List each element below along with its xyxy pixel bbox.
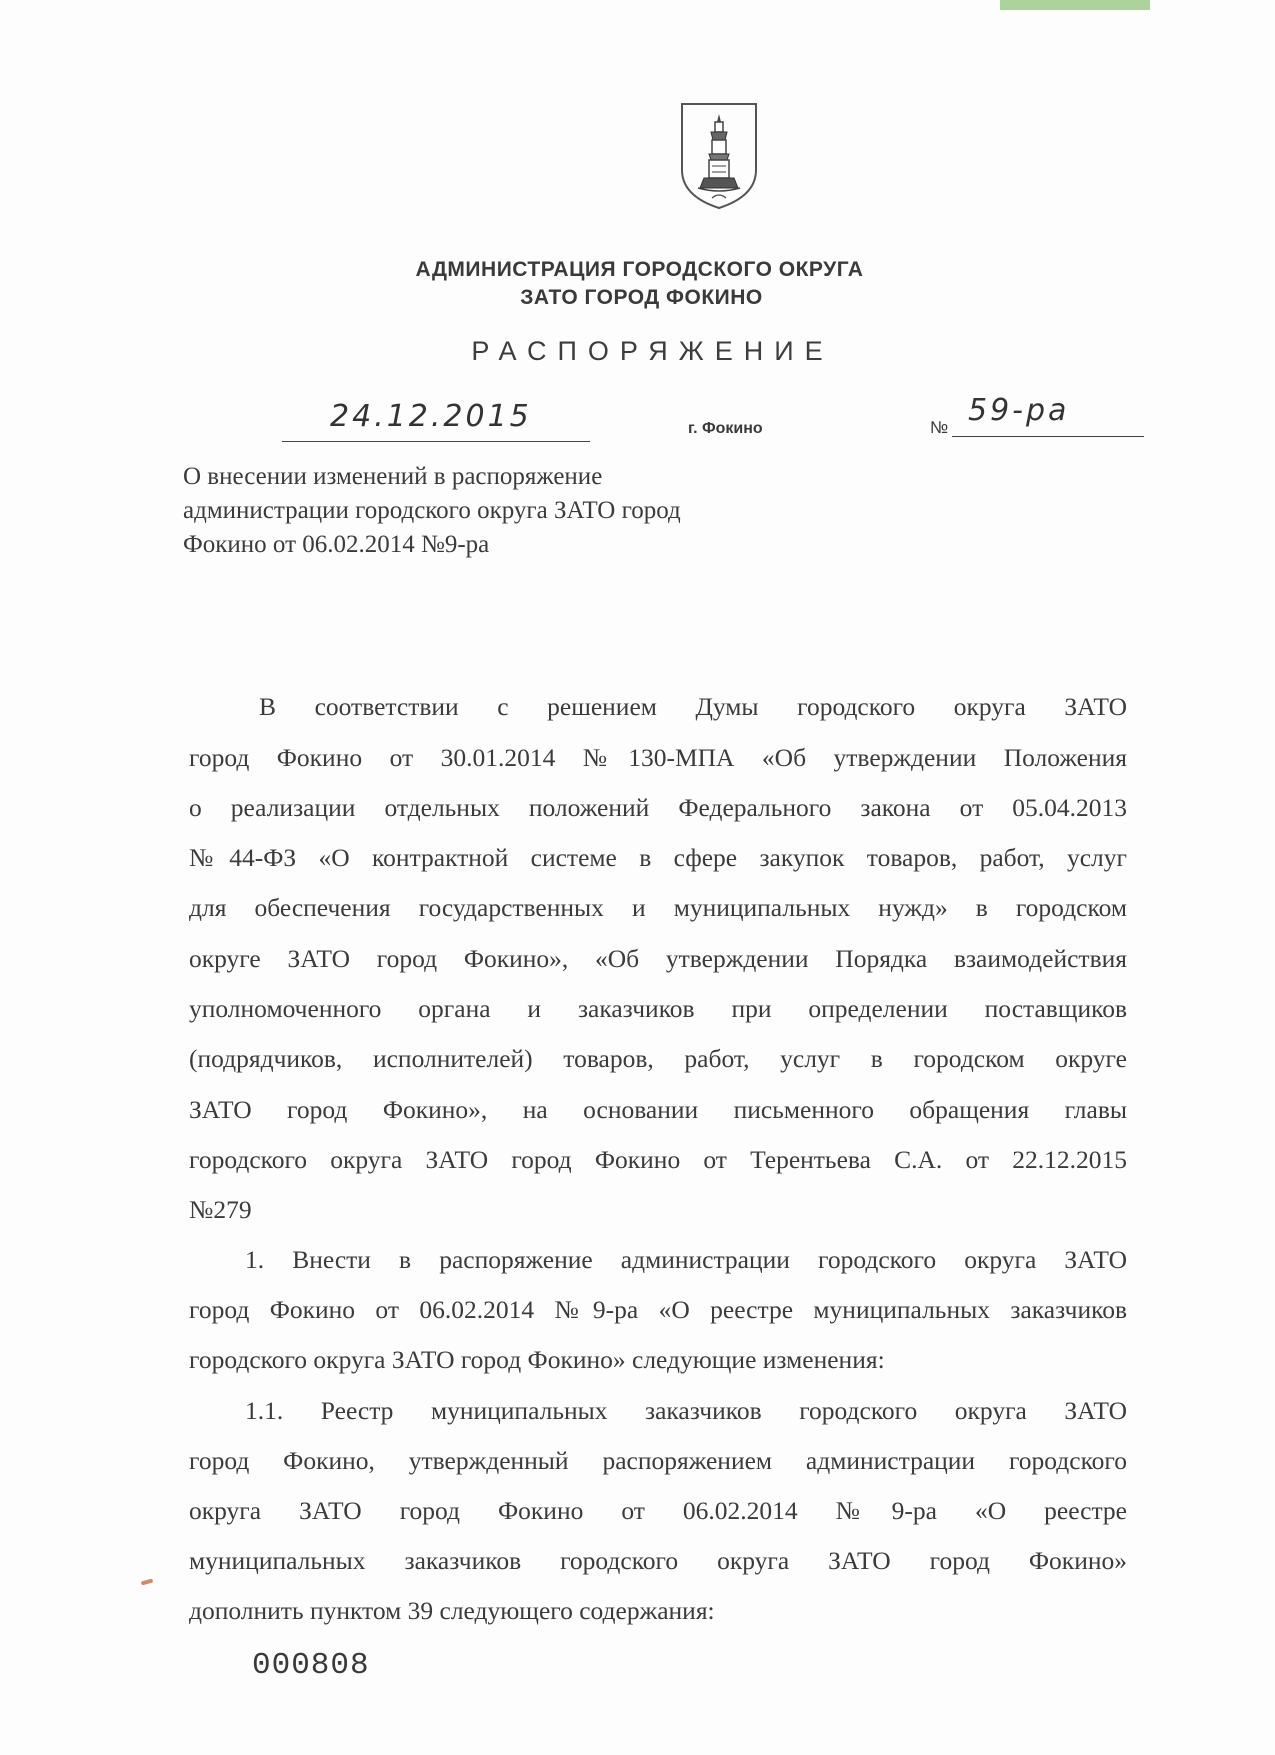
- document-type-title: РАСПОРЯЖЕНИЕ: [471, 336, 834, 366]
- body-line: город Фокино от 30.01.2014 №130-МПА «Об утверждении Положения: [189, 743, 1127, 772]
- body-line: муниципальных заказчиков городского округа ЗАТО город Фокино»: [189, 1546, 1127, 1575]
- document-subject: [183, 460, 803, 562]
- subject-line: О внесении изменений в распоряжение: [183, 463, 603, 490]
- body-line: для обеспечения государственных и муниципальных нужд» в городском: [189, 893, 1127, 922]
- body-line: дополнить пунктом 39 следующего содержания:: [189, 1596, 715, 1625]
- number-label: №: [930, 418, 949, 437]
- body-line: ЗАТО город Фокино», на основании письменного обращения главы: [189, 1095, 1127, 1124]
- subject-line: Фокино от 06.02.2014 №9-ра: [183, 531, 490, 558]
- ink-mark: [141, 1579, 154, 1586]
- serial-number: 000808: [252, 1648, 370, 1683]
- org-name-line2: ЗАТО ГОРОД ФОКИНО: [520, 286, 763, 309]
- city-label: г. Фокино: [688, 420, 763, 437]
- body-line: городского округа ЗАТО город Фокино от Терентьева С.А. от 22.12.2015: [189, 1145, 1127, 1174]
- scan-edge-mark: [1000, 0, 1150, 10]
- body-line: №44-ФЗ «О контрактной системе в сфере закупок товаров, работ, услуг: [189, 843, 1127, 872]
- body-line: город Фокино от 06.02.2014 №9-ра «О реестре муниципальных заказчиков: [189, 1295, 1127, 1324]
- body-line: округа ЗАТО город Фокино от 06.02.2014 №9-ра «О реестре: [189, 1496, 1127, 1525]
- body-line: (подрядчиков, исполнителей) товаров, работ, услуг в городском округе: [189, 1044, 1127, 1073]
- number-field: [952, 393, 1144, 437]
- body-line: В соответствии с решением Думы городского округа ЗАТО: [259, 692, 1127, 721]
- body-line: 1.1. Реестр муниципальных заказчиков городского округа ЗАТО: [245, 1396, 1127, 1425]
- number-value: 59-ра: [968, 393, 1070, 428]
- body-line: уполномоченного органа и заказчиков при определении поставщиков: [189, 994, 1127, 1023]
- date-field: [282, 399, 590, 442]
- body-line: городского округа ЗАТО город Фокино» следующие изменения:: [189, 1345, 885, 1374]
- subject-line: администрации городского округа ЗАТО город: [183, 497, 681, 524]
- body-line: №279: [189, 1195, 252, 1224]
- body-line: 1. Внести в распоряжение администрации городского округа ЗАТО: [245, 1245, 1127, 1274]
- date-value: 24.12.2015: [330, 399, 532, 434]
- body-line: округе ЗАТО город Фокино», «Об утверждении Порядка взаимодействия: [189, 944, 1127, 973]
- body-line: о реализации отдельных положений Федерального закона от 05.04.2013: [189, 793, 1127, 822]
- body-line: город Фокино, утвержденный распоряжением администрации городского: [189, 1446, 1127, 1475]
- coat-of-arms-icon: [676, 100, 762, 212]
- org-name-line1: АДМИНИСТРАЦИЯ ГОРОДСКОГО ОКРУГА: [415, 258, 864, 281]
